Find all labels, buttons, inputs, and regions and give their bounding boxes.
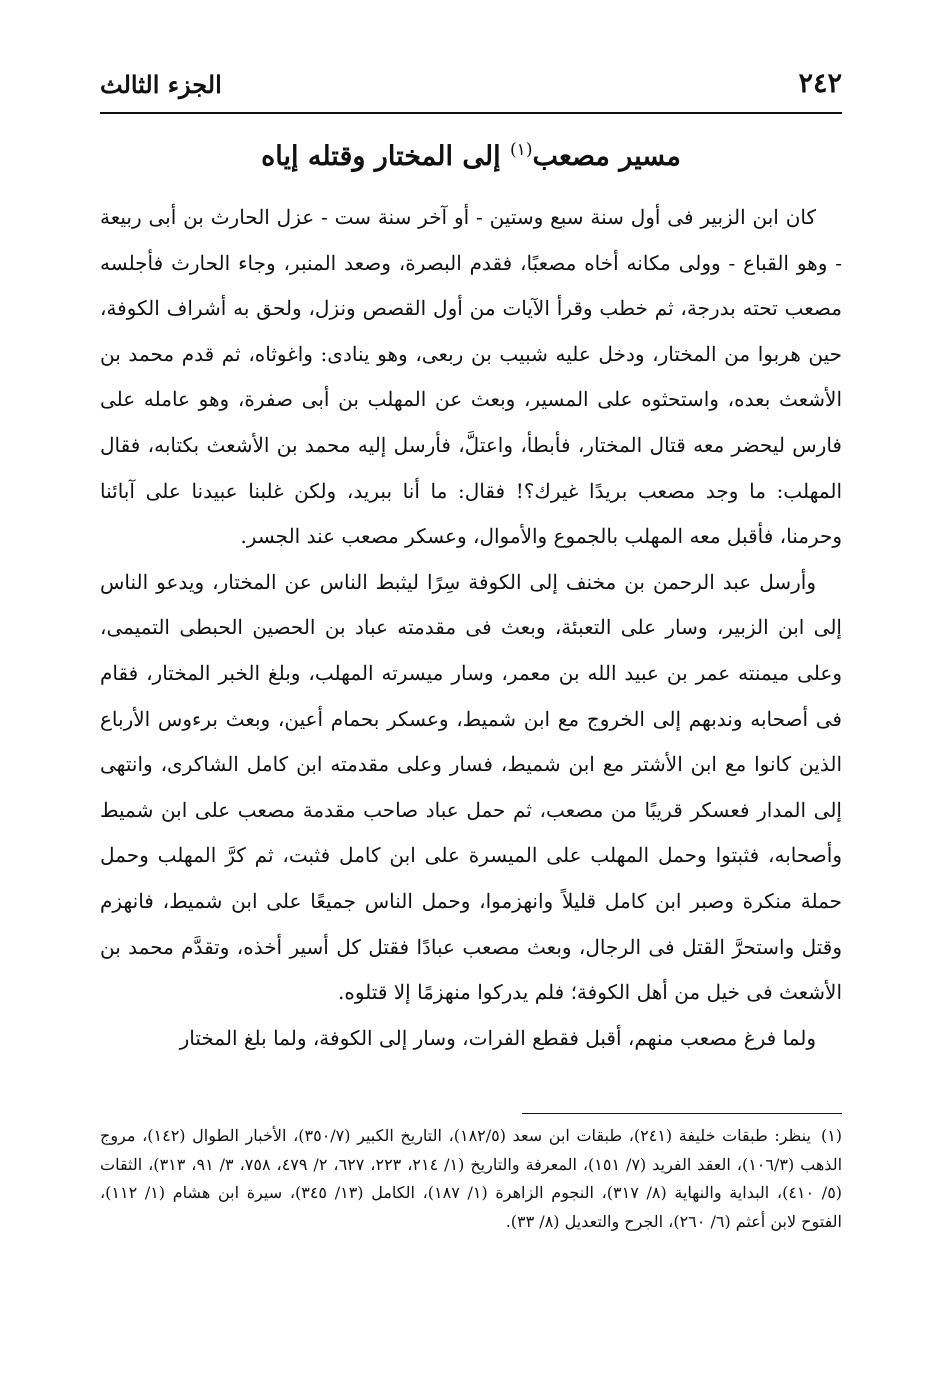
footnote-divider xyxy=(522,1113,842,1114)
page-number: ٢٤٢ xyxy=(798,68,842,99)
running-title: الجزء الثالث xyxy=(100,70,222,99)
footnote xyxy=(100,1122,842,1236)
chapter-title xyxy=(100,140,842,172)
footnote-marker: (١) xyxy=(820,1126,843,1145)
body-text xyxy=(100,195,842,1061)
paragraph: كان ابن الزبير فى أول سنة سبع وستين - أو آخر سنة ست - عزل الحارث بن أبى ربيعة - وهو القباع - وولى مكانه أخاه مصعبًا، فقدم البصرة، وصعد المنبر، وجاء الحارث فأجلسه مصعب تحته بدرجة، ثم خطب وقرأ الآيات من أول القصص ونزل، ولحق به أشراف الكوفة، حين هربوا من المختار، ودخل عليه شبيب بن ربعى، وهو ينادى: واغوثاه، ثم قدم محمد بن الأشعث بعده، واستحثوه على المسير، وبعث عن المهلب بن أبى صفرة، وهو عامله على فارس ليحضر معه قتال المختار، فأبطأ، واعتلَّ، فأرسل إليه محمد بن الأشعث بكتابه، فقال المهلب: ما وجد مصعب بريدًا غيرك؟! فقال: ما أنا ببريد، ولكن غلبنا عبيدنا على آبائنا وحرمنا، فأقبل معه المهلب بالجموع والأموال، وعسكر مصعب عند الجسر. xyxy=(100,205,842,549)
footnote-reference: (١) xyxy=(510,140,533,160)
chapter-title-part-1: مسير مصعب xyxy=(532,141,681,172)
header-divider xyxy=(100,112,842,114)
chapter-title-part-2: إلى المختار وقتله إياه xyxy=(261,141,501,172)
paragraph: ولما فرغ مصعب منهم، أقبل فقطع الفرات، وسار إلى الكوفة، ولما بلغ المختار xyxy=(179,1025,816,1050)
page-header xyxy=(100,68,842,112)
paragraph: وأرسل عبد الرحمن بن مخنف إلى الكوفة سِرًا ليثبط الناس عن المختار، ويدعو الناس إلى ابن الزبير، وسار على التعبئة، وبعث فى مقدمته عباد بن الحصين الحبطى التميمى، وعلى ميمنته عمر بن عبيد الله بن معمر، وسار ميسرته المهلب، وبلغ الخبر المختار، فقام فى أصحابه وندبهم إلى الخروج مع ابن شميط، وعسكر بحمام أعين، وبعث برءوس الأرباع الذين كانوا مع ابن الأشتر مع ابن شميط، فسار وعلى مقدمته ابن كامل الشاكرى، وانتهى إلى المدار فعسكر قريبًا من مصعب، ثم حمل عباد صاحب مقدمة مصعب على ابن شميط وأصحابه، فثبتوا وحمل المهلب على الميسرة على ابن كامل فثبت، ثم كرَّ المهلب وحمل حملة منكرة وصبر ابن كامل قليلاً وانهزموا، وحمل الناس جميعًا على ابن شميط، فانهزم وقتل واستحرَّ القتل فى الرجال، وبعث مصعب عبادًا فقتل كل أسير أخذه، وتقدَّم محمد بن الأشعث فى خيل من أهل الكوفة؛ فلم يدركوا منهزمًا إلا قتلوه. xyxy=(100,569,843,1005)
footnote-text: ينظر: طبقات خليفة (٢٤١)، طبقات ابن سعد (١٨٢/٥)، التاريخ الكبير (٣٥٠/٧)، الأخبار الطوال (١٤٢)، مروج الذهب (١٠٦/٣)، العقد الفريد (٧/ ١٥١)، المعرفة والتاريخ (١/ ٢١٤، ٢٢٣، ٦٢٧، ٢/ ٤٧٩، ٧٥٨، ٣/ ٩١، ٣١٣)، الثقات (٥/ ٤١٠)، البداية والنهاية (٨/ ٣١٧)، النجوم الزاهرة (١/ ١٨٧)، الكامل (١٣/ ٣٤٥)، سيرة ابن هشام (١/ ١١٢)، الفتوح لابن أعثم (٦/ ٢٦٠)، الجرح والتعديل (٨/ ٣٣). xyxy=(100,1126,843,1231)
